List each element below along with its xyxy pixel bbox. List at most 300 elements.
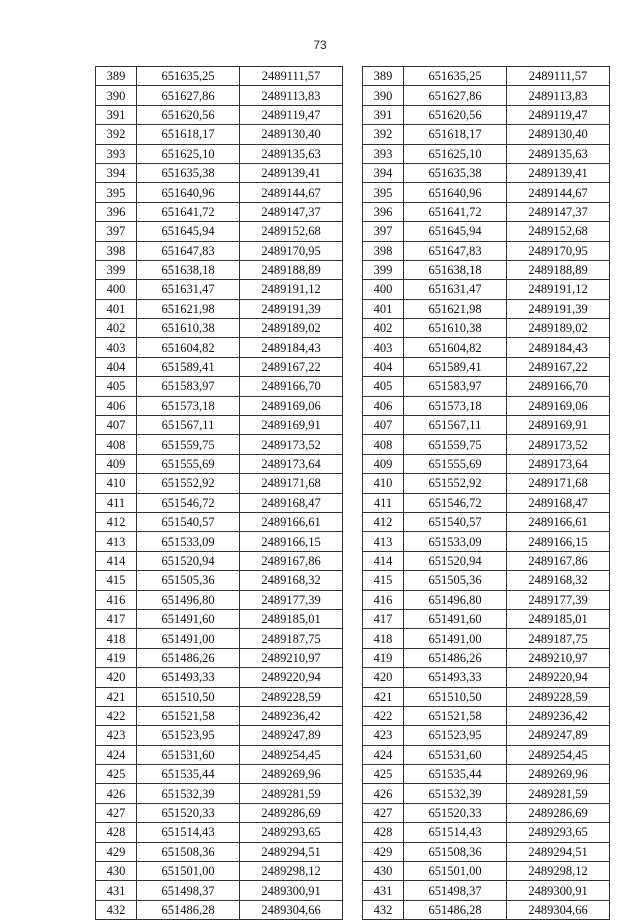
table-row — [96, 862, 343, 881]
table-row — [363, 842, 610, 861]
y-coordinate-cell: 2489167,86 — [240, 551, 343, 570]
y-coordinate-cell: 2489135,63 — [507, 144, 610, 163]
x-coordinate-cell: 651523,95 — [137, 726, 240, 745]
x-coordinate-cell: 651505,36 — [404, 571, 507, 590]
point-number-cell: 414 — [96, 551, 137, 570]
x-coordinate-cell: 651505,36 — [137, 571, 240, 590]
y-coordinate-cell: 2489304,66 — [507, 900, 610, 919]
x-coordinate-cell: 651491,00 — [137, 629, 240, 648]
table-row — [96, 629, 343, 648]
y-coordinate-cell: 2489294,51 — [507, 842, 610, 861]
point-number-cell: 425 — [96, 765, 137, 784]
point-number-cell: 423 — [363, 726, 404, 745]
x-coordinate-cell: 651631,47 — [404, 280, 507, 299]
x-coordinate-cell: 651510,50 — [137, 687, 240, 706]
y-coordinate-cell: 2489220,94 — [507, 668, 610, 687]
point-number-cell: 432 — [363, 900, 404, 919]
y-coordinate-cell: 2489169,91 — [240, 416, 343, 435]
x-coordinate-cell: 651638,18 — [404, 260, 507, 279]
table-row — [363, 202, 610, 221]
x-coordinate-cell: 651501,00 — [404, 862, 507, 881]
table-row — [96, 202, 343, 221]
x-coordinate-cell: 651627,86 — [404, 86, 507, 105]
x-coordinate-cell: 651625,10 — [137, 144, 240, 163]
point-number-cell: 390 — [96, 86, 137, 105]
y-coordinate-cell: 2489254,45 — [507, 745, 610, 764]
y-coordinate-cell: 2489169,91 — [507, 416, 610, 435]
point-number-cell: 407 — [96, 416, 137, 435]
x-coordinate-cell: 651491,60 — [404, 609, 507, 628]
point-number-cell: 392 — [363, 125, 404, 144]
x-coordinate-cell: 651493,33 — [137, 668, 240, 687]
point-number-cell: 421 — [363, 687, 404, 706]
y-coordinate-cell: 2489173,52 — [240, 435, 343, 454]
y-coordinate-cell: 2489286,69 — [507, 803, 610, 822]
y-coordinate-cell: 2489247,89 — [240, 726, 343, 745]
x-coordinate-cell: 651645,94 — [404, 222, 507, 241]
y-coordinate-cell: 2489191,39 — [507, 299, 610, 318]
point-number-cell: 424 — [363, 745, 404, 764]
table-row — [363, 900, 610, 919]
table-row — [363, 222, 610, 241]
y-coordinate-cell: 2489294,51 — [240, 842, 343, 861]
point-number-cell: 404 — [96, 357, 137, 376]
point-number-cell: 423 — [96, 726, 137, 745]
y-coordinate-cell: 2489113,83 — [240, 86, 343, 105]
table-row — [96, 396, 343, 415]
point-number-cell: 400 — [363, 280, 404, 299]
point-number-cell: 402 — [363, 319, 404, 338]
point-number-cell: 416 — [363, 590, 404, 609]
y-coordinate-cell: 2489168,32 — [507, 571, 610, 590]
x-coordinate-cell: 651520,33 — [137, 803, 240, 822]
x-coordinate-cell: 651486,28 — [137, 900, 240, 919]
x-coordinate-cell: 651510,50 — [404, 687, 507, 706]
point-number-cell: 405 — [363, 377, 404, 396]
point-number-cell: 401 — [363, 299, 404, 318]
x-coordinate-cell: 651540,57 — [404, 512, 507, 531]
y-coordinate-cell: 2489173,64 — [240, 454, 343, 473]
table-row — [96, 416, 343, 435]
table-row — [96, 377, 343, 396]
x-coordinate-cell: 651610,38 — [137, 319, 240, 338]
point-number-cell: 412 — [96, 512, 137, 531]
point-number-cell: 409 — [96, 454, 137, 473]
y-coordinate-cell: 2489152,68 — [507, 222, 610, 241]
point-number-cell: 396 — [363, 202, 404, 221]
table-row — [363, 745, 610, 764]
y-coordinate-cell: 2489113,83 — [507, 86, 610, 105]
point-number-cell: 414 — [363, 551, 404, 570]
x-coordinate-cell: 651618,17 — [137, 125, 240, 144]
x-coordinate-cell: 651604,82 — [404, 338, 507, 357]
table-row — [363, 474, 610, 493]
x-coordinate-cell: 651610,38 — [404, 319, 507, 338]
point-number-cell: 419 — [363, 648, 404, 667]
point-number-cell: 405 — [96, 377, 137, 396]
x-coordinate-cell: 651555,69 — [137, 454, 240, 473]
table-row — [363, 280, 610, 299]
table-row — [96, 260, 343, 279]
x-coordinate-cell: 651521,58 — [137, 706, 240, 725]
table-row — [363, 551, 610, 570]
table-row — [363, 183, 610, 202]
y-coordinate-cell: 2489184,43 — [240, 338, 343, 357]
y-coordinate-cell: 2489187,75 — [240, 629, 343, 648]
x-coordinate-cell: 651531,60 — [137, 745, 240, 764]
table-row — [96, 687, 343, 706]
table-row — [363, 416, 610, 435]
point-number-cell: 408 — [96, 435, 137, 454]
table-row — [363, 881, 610, 900]
table-row — [96, 881, 343, 900]
point-number-cell: 412 — [363, 512, 404, 531]
point-number-cell: 413 — [96, 532, 137, 551]
point-number-cell: 392 — [96, 125, 137, 144]
table-row — [96, 474, 343, 493]
y-coordinate-cell: 2489170,95 — [507, 241, 610, 260]
table-row — [363, 435, 610, 454]
coordinates-table-left-body — [96, 67, 343, 920]
y-coordinate-cell: 2489166,70 — [507, 377, 610, 396]
y-coordinate-cell: 2489139,41 — [507, 163, 610, 182]
x-coordinate-cell: 651540,57 — [137, 512, 240, 531]
table-row — [363, 803, 610, 822]
table-row — [96, 551, 343, 570]
table-row — [363, 629, 610, 648]
point-number-cell: 406 — [96, 396, 137, 415]
y-coordinate-cell: 2489185,01 — [507, 609, 610, 628]
x-coordinate-cell: 651631,47 — [137, 280, 240, 299]
x-coordinate-cell: 651567,11 — [137, 416, 240, 435]
y-coordinate-cell: 2489184,43 — [507, 338, 610, 357]
table-row — [96, 144, 343, 163]
x-coordinate-cell: 651638,18 — [137, 260, 240, 279]
table-row — [96, 900, 343, 919]
y-coordinate-cell: 2489188,89 — [507, 260, 610, 279]
table-row — [96, 609, 343, 628]
y-coordinate-cell: 2489144,67 — [240, 183, 343, 202]
point-number-cell: 409 — [363, 454, 404, 473]
table-row — [96, 668, 343, 687]
y-coordinate-cell: 2489166,61 — [507, 512, 610, 531]
table-row — [96, 454, 343, 473]
point-number-cell: 401 — [96, 299, 137, 318]
y-coordinate-cell: 2489220,94 — [240, 668, 343, 687]
point-number-cell: 427 — [96, 803, 137, 822]
table-row — [96, 842, 343, 861]
x-coordinate-cell: 651635,25 — [137, 67, 240, 86]
point-number-cell: 399 — [96, 260, 137, 279]
point-number-cell: 426 — [96, 784, 137, 803]
y-coordinate-cell: 2489191,12 — [507, 280, 610, 299]
y-coordinate-cell: 2489167,86 — [507, 551, 610, 570]
y-coordinate-cell: 2489111,57 — [507, 67, 610, 86]
x-coordinate-cell: 651523,95 — [404, 726, 507, 745]
x-coordinate-cell: 651618,17 — [404, 125, 507, 144]
y-coordinate-cell: 2489177,39 — [507, 590, 610, 609]
table-row — [96, 706, 343, 725]
table-row — [363, 571, 610, 590]
x-coordinate-cell: 651625,10 — [404, 144, 507, 163]
table-row — [96, 435, 343, 454]
y-coordinate-cell: 2489170,95 — [240, 241, 343, 260]
x-coordinate-cell: 651647,83 — [404, 241, 507, 260]
table-row — [363, 532, 610, 551]
x-coordinate-cell: 651493,33 — [404, 668, 507, 687]
table-row — [96, 222, 343, 241]
point-number-cell: 396 — [96, 202, 137, 221]
x-coordinate-cell: 651496,80 — [404, 590, 507, 609]
y-coordinate-cell: 2489147,37 — [240, 202, 343, 221]
point-number-cell: 404 — [363, 357, 404, 376]
table-row — [363, 260, 610, 279]
page-number: 73 — [313, 38, 327, 52]
point-number-cell: 420 — [96, 668, 137, 687]
x-coordinate-cell: 651508,36 — [404, 842, 507, 861]
table-row — [363, 357, 610, 376]
y-coordinate-cell: 2489191,39 — [240, 299, 343, 318]
point-number-cell: 411 — [363, 493, 404, 512]
y-coordinate-cell: 2489173,64 — [507, 454, 610, 473]
y-coordinate-cell: 2489189,02 — [240, 319, 343, 338]
table-row — [96, 512, 343, 531]
point-number-cell: 400 — [96, 280, 137, 299]
table-row — [96, 105, 343, 124]
point-number-cell: 432 — [96, 900, 137, 919]
y-coordinate-cell: 2489269,96 — [507, 765, 610, 784]
point-number-cell: 393 — [363, 144, 404, 163]
x-coordinate-cell: 651620,56 — [404, 105, 507, 124]
y-coordinate-cell: 2489293,65 — [507, 823, 610, 842]
y-coordinate-cell: 2489166,70 — [240, 377, 343, 396]
point-number-cell: 428 — [96, 823, 137, 842]
table-row — [363, 512, 610, 531]
y-coordinate-cell: 2489168,32 — [240, 571, 343, 590]
y-coordinate-cell: 2489281,59 — [507, 784, 610, 803]
point-number-cell: 410 — [363, 474, 404, 493]
coordinates-table-right-body — [363, 67, 610, 920]
table-row — [96, 319, 343, 338]
point-number-cell: 398 — [96, 241, 137, 260]
x-coordinate-cell: 651583,97 — [404, 377, 507, 396]
table-row — [96, 241, 343, 260]
x-coordinate-cell: 651520,94 — [404, 551, 507, 570]
point-number-cell: 394 — [363, 163, 404, 182]
x-coordinate-cell: 651552,92 — [404, 474, 507, 493]
y-coordinate-cell: 2489166,61 — [240, 512, 343, 531]
x-coordinate-cell: 651491,00 — [404, 629, 507, 648]
y-coordinate-cell: 2489152,68 — [240, 222, 343, 241]
y-coordinate-cell: 2489298,12 — [507, 862, 610, 881]
point-number-cell: 395 — [96, 183, 137, 202]
coordinates-table-left — [95, 66, 343, 920]
table-row — [363, 105, 610, 124]
point-number-cell: 391 — [96, 105, 137, 124]
x-coordinate-cell: 651620,56 — [137, 105, 240, 124]
table-row — [96, 163, 343, 182]
table-row — [363, 706, 610, 725]
y-coordinate-cell: 2489189,02 — [507, 319, 610, 338]
point-number-cell: 419 — [96, 648, 137, 667]
point-number-cell: 426 — [363, 784, 404, 803]
x-coordinate-cell: 651621,98 — [404, 299, 507, 318]
x-coordinate-cell: 651641,72 — [404, 202, 507, 221]
table-row — [96, 280, 343, 299]
y-coordinate-cell: 2489281,59 — [240, 784, 343, 803]
point-number-cell: 406 — [363, 396, 404, 415]
y-coordinate-cell: 2489171,68 — [507, 474, 610, 493]
y-coordinate-cell: 2489168,47 — [240, 493, 343, 512]
table-row — [363, 377, 610, 396]
x-coordinate-cell: 651635,38 — [137, 163, 240, 182]
x-coordinate-cell: 651546,72 — [137, 493, 240, 512]
x-coordinate-cell: 651532,39 — [137, 784, 240, 803]
x-coordinate-cell: 651531,60 — [404, 745, 507, 764]
point-number-cell: 424 — [96, 745, 137, 764]
y-coordinate-cell: 2489147,37 — [507, 202, 610, 221]
point-number-cell: 431 — [363, 881, 404, 900]
x-coordinate-cell: 651491,60 — [137, 609, 240, 628]
point-number-cell: 416 — [96, 590, 137, 609]
y-coordinate-cell: 2489166,15 — [507, 532, 610, 551]
x-coordinate-cell: 651555,69 — [404, 454, 507, 473]
table-row — [96, 726, 343, 745]
x-coordinate-cell: 651533,09 — [137, 532, 240, 551]
table-row — [363, 144, 610, 163]
table-row — [363, 125, 610, 144]
point-number-cell: 420 — [363, 668, 404, 687]
point-number-cell: 422 — [363, 706, 404, 725]
table-row — [96, 86, 343, 105]
y-coordinate-cell: 2489167,22 — [240, 357, 343, 376]
point-number-cell: 417 — [363, 609, 404, 628]
point-number-cell: 403 — [363, 338, 404, 357]
table-row — [96, 357, 343, 376]
table-row — [96, 745, 343, 764]
x-coordinate-cell: 651641,72 — [137, 202, 240, 221]
table-row — [363, 609, 610, 628]
point-number-cell: 402 — [96, 319, 137, 338]
table-row — [96, 183, 343, 202]
table-row — [363, 396, 610, 415]
y-coordinate-cell: 2489298,12 — [240, 862, 343, 881]
point-number-cell: 430 — [96, 862, 137, 881]
point-number-cell: 397 — [363, 222, 404, 241]
table-row — [96, 532, 343, 551]
x-coordinate-cell: 651640,96 — [137, 183, 240, 202]
y-coordinate-cell: 2489304,66 — [240, 900, 343, 919]
x-coordinate-cell: 651496,80 — [137, 590, 240, 609]
y-coordinate-cell: 2489169,06 — [240, 396, 343, 415]
x-coordinate-cell: 651508,36 — [137, 842, 240, 861]
y-coordinate-cell: 2489286,69 — [240, 803, 343, 822]
table-row — [363, 823, 610, 842]
y-coordinate-cell: 2489119,47 — [240, 105, 343, 124]
y-coordinate-cell: 2489119,47 — [507, 105, 610, 124]
table-row — [363, 86, 610, 105]
table-row — [363, 163, 610, 182]
point-number-cell: 389 — [363, 67, 404, 86]
y-coordinate-cell: 2489300,91 — [507, 881, 610, 900]
table-row — [96, 493, 343, 512]
point-number-cell: 395 — [363, 183, 404, 202]
x-coordinate-cell: 651514,43 — [404, 823, 507, 842]
coordinates-table-right — [362, 66, 610, 920]
table-row — [363, 687, 610, 706]
y-coordinate-cell: 2489236,42 — [240, 706, 343, 725]
point-number-cell: 391 — [363, 105, 404, 124]
x-coordinate-cell: 651567,11 — [404, 416, 507, 435]
table-row — [363, 493, 610, 512]
y-coordinate-cell: 2489144,67 — [507, 183, 610, 202]
x-coordinate-cell: 651520,33 — [404, 803, 507, 822]
point-number-cell: 425 — [363, 765, 404, 784]
x-coordinate-cell: 651627,86 — [137, 86, 240, 105]
point-number-cell: 389 — [96, 67, 137, 86]
x-coordinate-cell: 651604,82 — [137, 338, 240, 357]
y-coordinate-cell: 2489166,15 — [240, 532, 343, 551]
x-coordinate-cell: 651583,97 — [137, 377, 240, 396]
x-coordinate-cell: 651520,94 — [137, 551, 240, 570]
y-coordinate-cell: 2489139,41 — [240, 163, 343, 182]
y-coordinate-cell: 2489111,57 — [240, 67, 343, 86]
y-coordinate-cell: 2489169,06 — [507, 396, 610, 415]
point-number-cell: 413 — [363, 532, 404, 551]
table-row — [363, 590, 610, 609]
x-coordinate-cell: 651559,75 — [137, 435, 240, 454]
y-coordinate-cell: 2489173,52 — [507, 435, 610, 454]
table-row — [96, 571, 343, 590]
y-coordinate-cell: 2489167,22 — [507, 357, 610, 376]
x-coordinate-cell: 651559,75 — [404, 435, 507, 454]
x-coordinate-cell: 651532,39 — [404, 784, 507, 803]
point-number-cell: 430 — [363, 862, 404, 881]
point-number-cell: 429 — [96, 842, 137, 861]
y-coordinate-cell: 2489130,40 — [240, 125, 343, 144]
x-coordinate-cell: 651647,83 — [137, 241, 240, 260]
y-coordinate-cell: 2489210,97 — [507, 648, 610, 667]
table-row — [363, 726, 610, 745]
x-coordinate-cell: 651535,44 — [137, 765, 240, 784]
point-number-cell: 417 — [96, 609, 137, 628]
point-number-cell: 399 — [363, 260, 404, 279]
point-number-cell: 407 — [363, 416, 404, 435]
y-coordinate-cell: 2489191,12 — [240, 280, 343, 299]
x-coordinate-cell: 651521,58 — [404, 706, 507, 725]
x-coordinate-cell: 651589,41 — [137, 357, 240, 376]
y-coordinate-cell: 2489135,63 — [240, 144, 343, 163]
point-number-cell: 403 — [96, 338, 137, 357]
table-row — [363, 668, 610, 687]
y-coordinate-cell: 2489236,42 — [507, 706, 610, 725]
table-row — [363, 299, 610, 318]
y-coordinate-cell: 2489254,45 — [240, 745, 343, 764]
point-number-cell: 421 — [96, 687, 137, 706]
table-row — [363, 454, 610, 473]
point-number-cell: 418 — [363, 629, 404, 648]
point-number-cell: 422 — [96, 706, 137, 725]
x-coordinate-cell: 651533,09 — [404, 532, 507, 551]
x-coordinate-cell: 651573,18 — [137, 396, 240, 415]
table-row — [363, 784, 610, 803]
table-row — [96, 338, 343, 357]
table-row — [363, 241, 610, 260]
x-coordinate-cell: 651621,98 — [137, 299, 240, 318]
x-coordinate-cell: 651552,92 — [137, 474, 240, 493]
point-number-cell: 390 — [363, 86, 404, 105]
point-number-cell: 410 — [96, 474, 137, 493]
